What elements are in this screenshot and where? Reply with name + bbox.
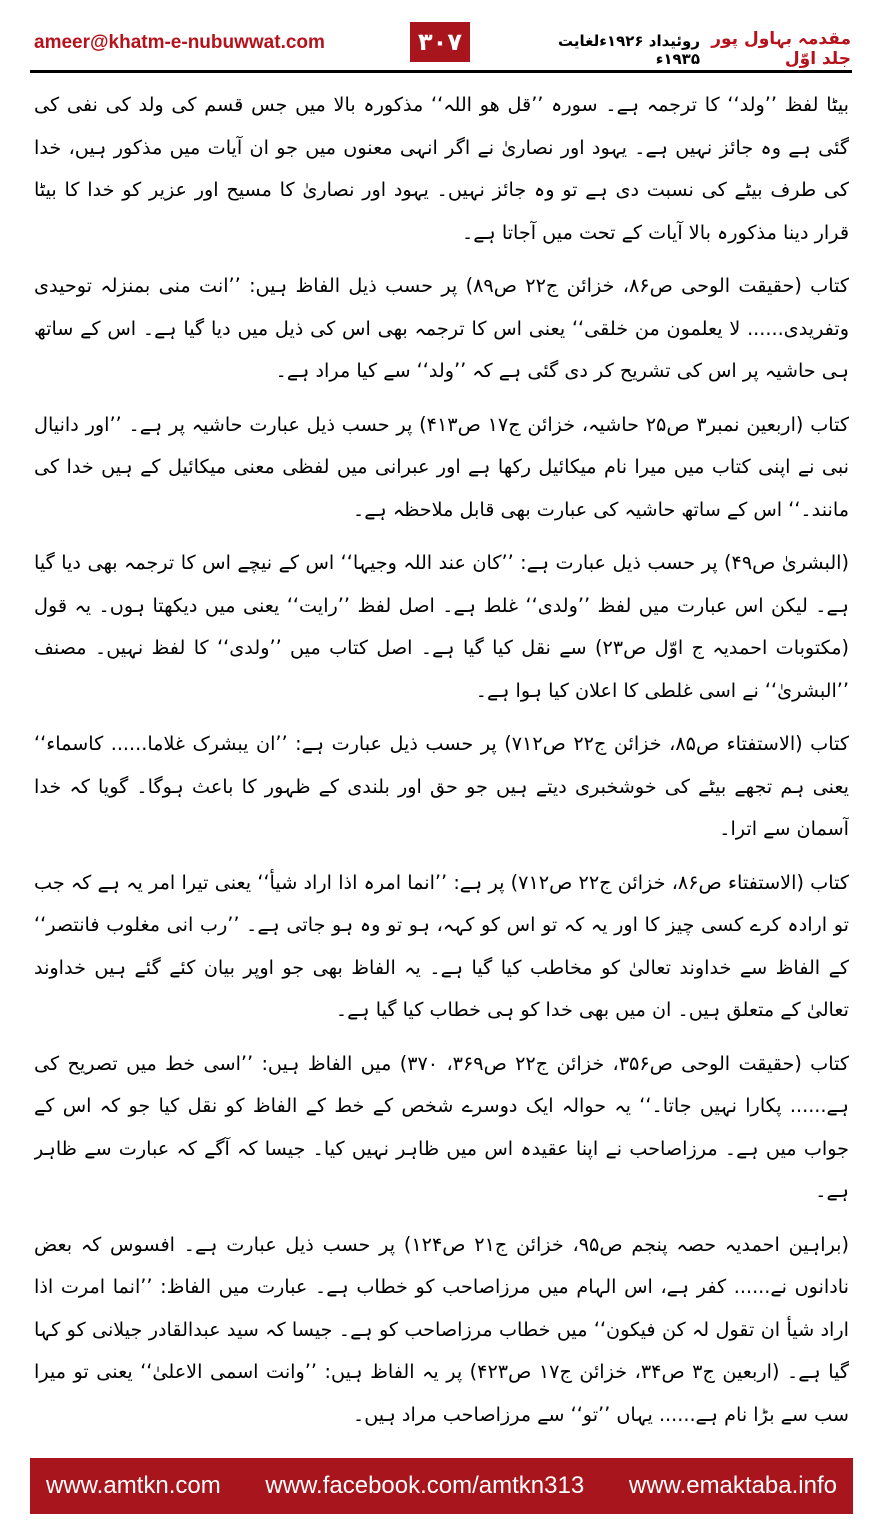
footer-link-amtkn[interactable]: www.amtkn.com bbox=[46, 1472, 221, 1499]
paragraph: کتاب (اربعین نمبر۳ ص۲۵ حاشیہ، خزائن ج۱۷ ص۴۱۳) پر حسب ذیل عبارت حاشیہ پر ہے۔ ’’اور دانیال نبی نے اپنی کتاب میں میرا نام میکائیل رکھا ہے اور عبرانی میں لفظی معنی میکائیل کے ہیں خدا کی مانند۔‘‘ اس کے ساتھ حاشیہ کی عبارت بھی قابل ملاحظہ ہے۔ bbox=[34, 412, 849, 521]
paragraph: کتاب (حقیقت الوحی ص۸۶، خزائن ج۲۲ ص۸۹) پر حسب ذیل الفاظ ہیں: ’’انت منی بمنزلہ توحیدی وتفریدی...... لا یعلمون من خلقی‘‘ یعنی اس کا ترجمہ بھی اس کی ذیل میں دیا گیا ہے۔ اس کے ساتھ ہی حاشیہ پر اس کی تشریح کر دی گئی ہے کہ ’’ولد‘‘ سے کیا مراد ہے۔ bbox=[34, 274, 849, 382]
footer-link-emaktaba[interactable]: www.emaktaba.info bbox=[628, 1472, 837, 1499]
paragraph: کتاب (حقیقت الوحی ص۳۵۶، خزائن ج۲۲ ص۳۶۹، ۳۷۰) میں الفاظ ہیں: ’’اسی خط میں تصریح کی ہے...... پکارا نہیں جاتا۔‘‘ یہ حوالہ ایک دوسرے شخص کے خط کے الفاظ کو نقل کیا جو کہ اس کے جواب میں ہے۔ مرزاصاحب نے اپنا عقیدہ اس میں ظاہر نہیں کیا۔ جیسا کہ آگے کہ عبارت سے ظاہر ہے۔ bbox=[34, 1051, 849, 1202]
paragraph: (البشریٰ ص۴۹) پر حسب ذیل عبارت ہے: ’’کان عند اللہ وجیہا‘‘ اس کے نیچے اس کا ترجمہ بھی دیا گیا ہے۔ لیکن اس عبارت میں لفظ ’’ولدی‘‘ غلط ہے۔ اصل لفظ ’’رایت‘‘ یعنی میں دیکھتا ہوں۔ یہ قول (مکتوبات احمدیہ ج اوّل ص۲۳) سے نقل کیا گیا ہے۔ اصل کتاب میں ’’ولدی‘‘ کا لفظ نہیں۔ مصنف ’’البشریٰ‘‘ نے اسی غلطی کا اعلان کیا ہوا ہے۔ bbox=[34, 551, 849, 702]
footer-bar bbox=[30, 1458, 853, 1514]
paragraph: کتاب (الاستفتاء ص۸۵، خزائن ج۲۲ ص۷۱۲) پر حسب ذیل عبارت ہے: ’’ان یبشرک غلاما...... کاسماء‘‘ یعنی ہم تجھے بیٹے کی خوشخبری دیتے ہیں جو حق اور بلندی کے ظہور کا باعث ہوگا۔ گویا کہ خدا آسمان سے اترا۔ bbox=[34, 732, 849, 840]
header-date-range: روئیداد ۱۹۲۶ءلغایت ۱۹۳۵ء bbox=[558, 32, 700, 68]
paragraph: بیٹا لفظ ’’ولد‘‘ کا ترجمہ ہے۔ سورہ ’’قل ھو اللہ‘‘ مذکورہ بالا میں جس قسم کی ولد کی نفی کی گئی ہے وہ جائز نہیں ہے۔ یہود اور نصاریٰ نے اگر انہی معنوں میں جو ان آیات میں مذکور ہیں، خدا کی طرف بیٹے کی نسبت دی ہے تو وہ جائز نہیں۔ یہود اور نصاریٰ کا مسیح اور عزیر کو خدا کا بیٹا قرار دینا مذکورہ بالا آیات کے تحت میں آجاتا ہے۔ bbox=[34, 93, 849, 244]
page-number-badge: ۳۰۷ bbox=[410, 22, 470, 62]
header-book-title: مقدمہ بہاول پور جلد اوّل bbox=[711, 29, 851, 69]
header-divider bbox=[30, 70, 852, 73]
paragraph: (براہین احمدیہ حصہ پنجم ص۹۵، خزائن ج۲۱ ص۱۲۴) پر حسب ذیل عبارت ہے۔ افسوس کہ بعض نادانوں نے...... کفر ہے، اس الہام میں مرزاصاحب کو خطاب ہے۔ عبارت میں الفاظ: ’’انما امرت اذا اراد شیأ ان تقول لہ کن فیکون‘‘ میں خطاب مرزاصاحب کو ہے۔ جیسا کہ سید عبدالقادر جیلانی کو کہا گیا ہے۔ (اربعین ج۳ ص۳۴، خزائن ج۱۷ ص۴۲۳) پر یہ الفاظ ہیں: ’’وانت اسمی الاعلیٰ‘‘ یعنی تو میرا سب سے بڑا نام ہے...... یہاں ’’تو‘‘ سے مرزاصاحب مراد ہیں۔ bbox=[34, 1232, 849, 1426]
header-email[interactable]: ameer@khatm-e-nubuwwat.com bbox=[34, 32, 325, 53]
page-body bbox=[34, 84, 849, 1446]
paragraph: کتاب (الاستفتاء ص۸۶، خزائن ج۲۲ ص۷۱۲) پر ہے: ’’انما امرہ اذا اراد شیأ‘‘ یعنی تیرا امر یہ ہے کہ جب تو ارادہ کرے کسی چیز کا اور یہ کہ تو اس کو کہہ، ہو تو وہ ہو جاتی ہے۔ ’’رب انی مغلوب فانتصر‘‘ کے الفاظ سے خداوند تعالیٰ کو مخاطب کیا گیا ہے۔ یہ الفاظ بھی جو اوپر بیان کئے گئے ہیں خداوند تعالیٰ کے متعلق ہیں۔ ان میں بھی خدا کو ہی خطاب کیا گیا ہے۔ bbox=[34, 870, 849, 1021]
page-header bbox=[0, 0, 881, 78]
footer-link-facebook[interactable]: www.facebook.com/amtkn313 bbox=[265, 1472, 585, 1499]
